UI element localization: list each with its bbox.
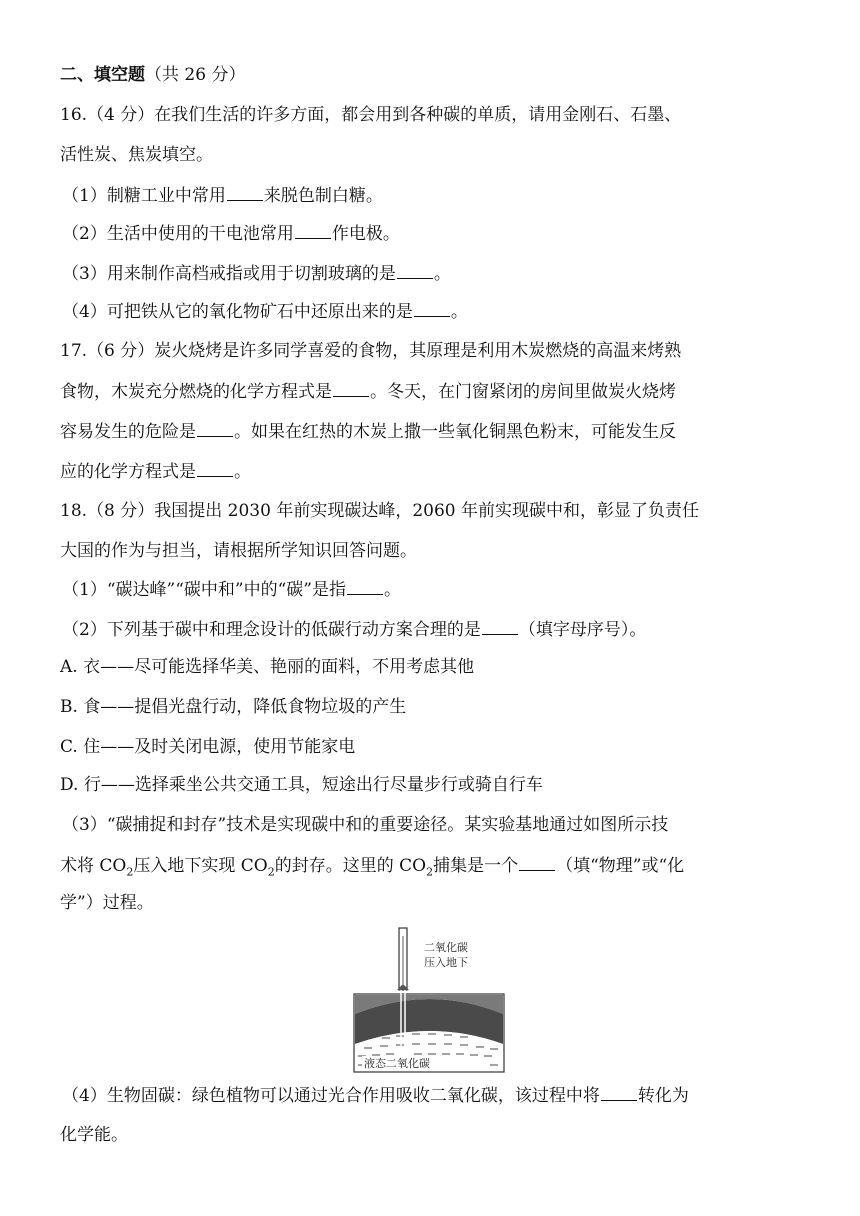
- q16-part2-text-a: （2）生活中使用的干电池常用: [62, 224, 294, 244]
- carbon-storage-diagram: [352, 926, 508, 1074]
- q18-part3-line3: 学”）过程。: [60, 893, 154, 913]
- q18-p3-text-a: 术将 CO: [60, 856, 127, 876]
- q17-line3-text-a: 容易发生的危险是: [60, 422, 196, 442]
- answer-blank[interactable]: [482, 618, 518, 635]
- q18-p3-text-b: 压入地下实现 CO: [133, 856, 268, 876]
- q18-option-c: C. 住——及时关闭电源，使用节能家电: [60, 737, 356, 757]
- q16-part3-text-b: 。: [433, 264, 451, 284]
- q17-line2-text-a: 食物，木炭充分燃烧的化学方程式是: [60, 382, 332, 402]
- q18-part4-line1: [62, 1084, 820, 1107]
- q18-part1-text-a: （1）“碳达峰”“碳中和”中的“碳”是指: [62, 580, 346, 600]
- q18-part3-line1: （3）“碳捕捉和封存”技术是实现碳中和的重要途径。某实验基地通过如图所示技: [62, 815, 669, 835]
- q16-part1: [62, 184, 820, 207]
- q17-line3-text-b: 。如果在红热的木炭上撒一些氧化铜黑色粉末，可能发生反: [234, 422, 676, 442]
- q18-stem-line1: 18.（8 分）我国提出 2030 年前实现碳达峰，2060 年前实现碳中和，彰显了负责任: [60, 501, 699, 521]
- q18-option-b: B. 食——提倡光盘行动，降低食物垃圾的产生: [60, 697, 407, 717]
- answer-blank[interactable]: [295, 222, 331, 239]
- q18-p4-text-a: （4）生物固碳：绿色植物可以通过光合作用吸收二氧化碳，该过程中将: [62, 1086, 600, 1106]
- q18-option-d: D. 行——选择乘坐公共交通工具，短途出行尽量步行或骑自行车: [60, 775, 543, 795]
- q16-part3: [62, 262, 820, 285]
- q17-stem-line1: 17.（6 分）炭火烧烤是许多同学喜爱的食物，其原理是利用木炭燃烧的高温来烤熟: [60, 341, 682, 361]
- figure-label-line1: 二氧化碳: [424, 941, 468, 954]
- answer-blank[interactable]: [333, 380, 369, 397]
- q17-line4-text-b: 。: [234, 462, 251, 482]
- q17-stem-line3: [60, 420, 820, 443]
- q18-part1: [62, 578, 820, 601]
- q16-part1-text-a: （1）制糖工业中常用: [62, 186, 226, 206]
- q16-part2: [62, 222, 820, 245]
- q16-part4: [62, 300, 820, 323]
- q18-p3-text-c: 的封存。这里的 CO: [274, 856, 427, 876]
- answer-blank[interactable]: [519, 854, 555, 871]
- q18-part4-line2: 化学能。: [60, 1125, 128, 1145]
- section-heading: [60, 64, 820, 86]
- subscript-2: 2: [267, 865, 275, 879]
- answer-blank[interactable]: [347, 578, 383, 595]
- q18-stem-line2: 大国的作为与担当，请根据所学知识回答问题。: [60, 541, 417, 561]
- q18-part2-text-b: （填字母序号）。: [518, 620, 647, 640]
- q18-option-a: A. 衣——尽可能选择华美、艳丽的面料，不用考虑其他: [60, 657, 475, 677]
- figure-label-bottom: 液态二氧化碳: [364, 1057, 430, 1070]
- q16-stem-line2: 活性炭、焦炭填空。: [60, 145, 213, 165]
- q18-p3-text-e: （填“物理”或“化: [556, 856, 685, 876]
- q18-part2: [62, 618, 820, 641]
- q17-stem-line2: [60, 380, 820, 403]
- answer-blank[interactable]: [397, 262, 433, 279]
- subscript-2: 2: [126, 865, 134, 879]
- figure-label-top: [424, 940, 468, 970]
- q18-part1-text-b: 。: [383, 580, 401, 600]
- q16-part2-text-b: 作电极。: [331, 224, 400, 244]
- answer-blank[interactable]: [601, 1084, 637, 1101]
- q18-part2-text-a: （2）下列基于碳中和理念设计的低碳行动方案合理的是: [62, 620, 481, 640]
- q17-stem-line4: [60, 460, 820, 483]
- answer-blank[interactable]: [197, 420, 233, 437]
- answer-blank[interactable]: [197, 460, 233, 477]
- figure-label-line2: 压入地下: [424, 956, 468, 969]
- q16-stem-line1: 16.（4 分）在我们生活的许多方面，都会用到各种碳的单质，请用金刚石、石墨、: [60, 105, 682, 125]
- section-title: 二、填空题: [60, 65, 145, 85]
- q17-line2-text-b: 。冬天，在门窗紧闭的房间里做炭火烧烤: [370, 382, 676, 402]
- q16-part4-text-a: （4）可把铁从它的氧化物矿石中还原出来的是: [62, 302, 413, 322]
- answer-blank[interactable]: [227, 184, 263, 201]
- q18-p4-text-b: 转化为: [637, 1086, 689, 1106]
- subscript-2: 2: [426, 865, 434, 879]
- q18-p3-text-d: 捕集是一个: [433, 856, 519, 876]
- answer-blank[interactable]: [414, 300, 450, 317]
- q16-part3-text-a: （3）用来制作高档戒指或用于切割玻璃的是: [62, 264, 396, 284]
- q18-part3-line2: [60, 854, 820, 877]
- q17-line4-text-a: 应的化学方程式是: [60, 462, 196, 482]
- q16-part1-text-b: 来脱色制白糖。: [263, 186, 383, 206]
- q16-part4-text-b: 。: [450, 302, 468, 322]
- section-score: （共 26 分）: [145, 65, 246, 85]
